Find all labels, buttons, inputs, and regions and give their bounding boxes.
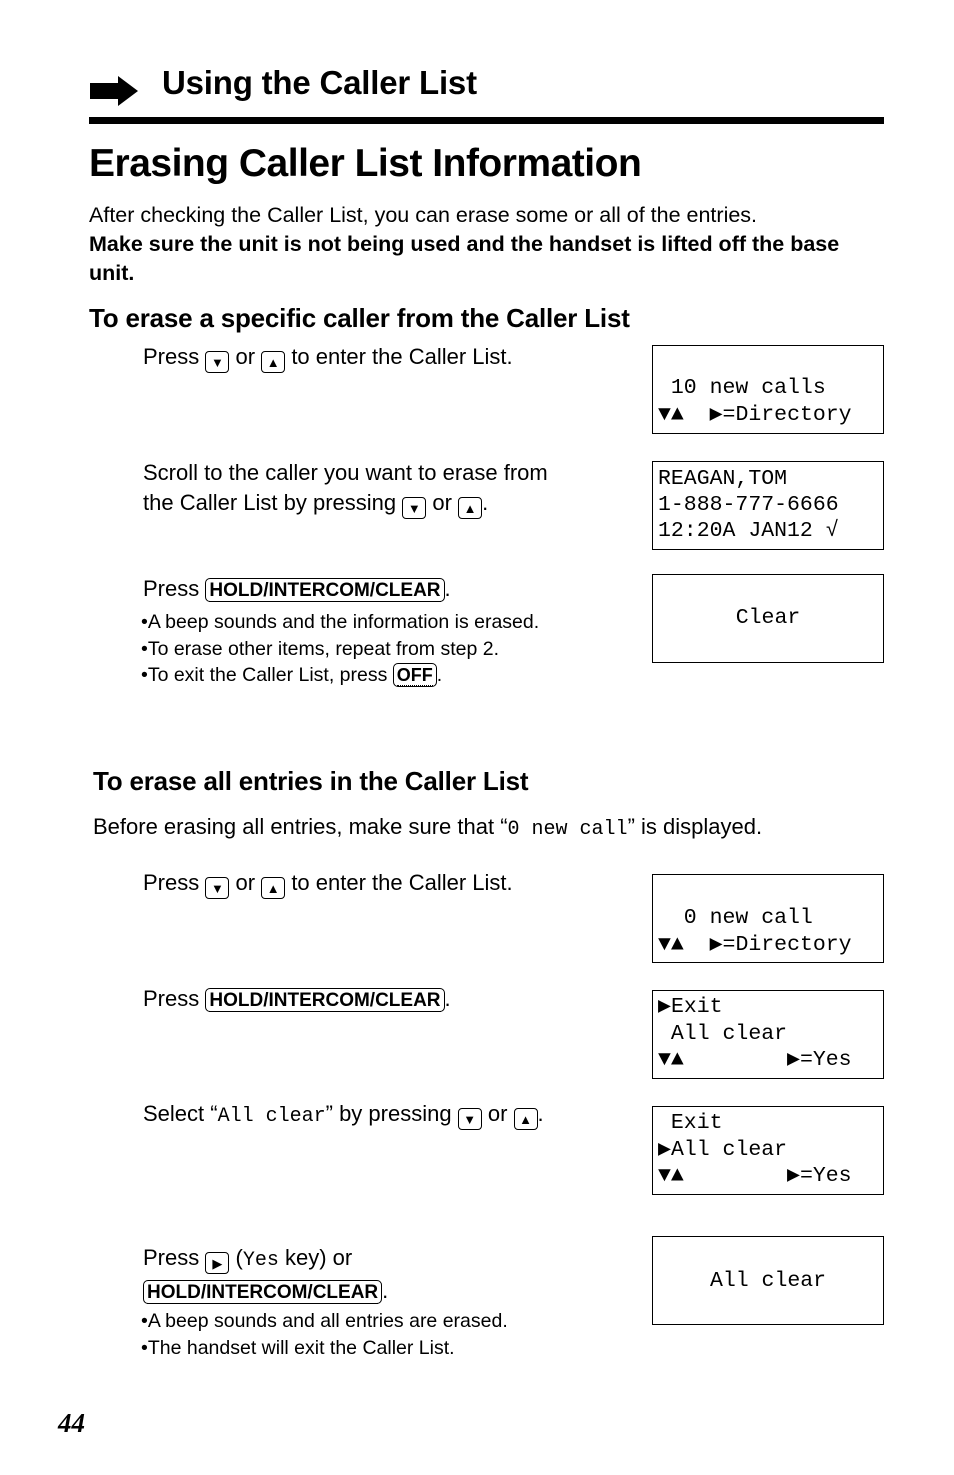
page-number: 44 [58, 1408, 85, 1438]
lcd-display-exit-selected [652, 990, 884, 1079]
lcd-display-all-clear-selected [652, 1106, 884, 1195]
step-text: to enter the Caller List. [291, 344, 513, 369]
key-label: HOLD/INTERCOM/CLEAR [147, 1282, 379, 1303]
down-key-icon: ▼ [458, 1108, 482, 1130]
step-text: ” by pressing [325, 1101, 452, 1126]
lcd-line: ▶All clear [658, 1138, 788, 1162]
lcd-line: All clear [709, 1269, 827, 1293]
lcd-line: ▼▲ ▶=Directory [658, 403, 852, 427]
lcd-line: ▼▲ ▶=Yes [658, 1164, 852, 1188]
step-text: Select “ [143, 1101, 218, 1126]
section2-title: To erase all entries in the Caller List [93, 766, 529, 796]
section2-step3 [143, 1099, 544, 1132]
lcd-line: Clear [735, 606, 801, 630]
note-text: . [436, 664, 443, 686]
lcd-display-clear [652, 574, 884, 663]
step-text: or [432, 490, 452, 515]
down-key-icon: ▼ [205, 351, 229, 373]
section1-note2: •To erase other items, repeat from step 2. [141, 638, 499, 660]
page-title: Erasing Caller List Information [89, 142, 642, 185]
section1-note1: •A beep sounds and the information is erased. [141, 611, 540, 633]
section2-note2: •The handset will exit the Caller List. [141, 1337, 455, 1359]
section1-step1 [143, 342, 513, 373]
step-text: to enter the Caller List. [291, 870, 513, 895]
section1-note3 [141, 662, 442, 689]
key-label: OFF [396, 665, 433, 685]
step-text: or [235, 344, 256, 369]
step-text: . [537, 1101, 544, 1126]
section1-step3 [143, 574, 451, 604]
header-rule [89, 117, 884, 124]
step-text: ( [235, 1245, 243, 1270]
lcd-line: Exit [658, 1111, 723, 1135]
step-text: the Caller List by pressing [143, 490, 397, 515]
lcd-line: 12:20A JAN12 √ [658, 519, 839, 543]
step-text: . [382, 1278, 389, 1303]
step-text: Press [143, 344, 200, 369]
right-key-icon: ▶ [205, 1252, 229, 1274]
step-text: Press [143, 986, 200, 1011]
lcd-line: ▼▲ ▶=Yes [658, 1048, 852, 1072]
step-text: Press [143, 1245, 200, 1270]
up-key-icon: ▲ [261, 877, 285, 899]
section2-step1 [143, 868, 513, 899]
lcd-display-all-clear [652, 1236, 884, 1325]
hold-intercom-clear-key [143, 1280, 382, 1304]
down-key-icon: ▼ [205, 877, 229, 899]
lcd-display-caller-entry [652, 461, 884, 550]
lcd-line: 1-888-777-6666 [658, 493, 839, 517]
lcd-line: ▶Exit [658, 995, 723, 1019]
intro-paragraph [89, 201, 889, 288]
step-text: key) or [278, 1245, 353, 1270]
key-label: HOLD/INTERCOM/CLEAR [209, 580, 441, 601]
mono-text: All clear [217, 1105, 326, 1128]
step-text: or [487, 1101, 508, 1126]
lcd-display-new-calls [652, 345, 884, 434]
intro-text: After checking the Caller List, you can erase some or all of the entries. [89, 203, 758, 227]
lcd-line: 0 new call [658, 906, 813, 930]
note-text: •To exit the Caller List, press [141, 664, 388, 686]
lcd-line: All clear [658, 1022, 788, 1046]
hold-intercom-clear-key [205, 578, 444, 602]
mono-text: Yes [242, 1249, 279, 1272]
section-header-title: Using the Caller List [162, 64, 477, 101]
section2-note1: •A beep sounds and all entries are erased. [141, 1310, 508, 1332]
section1-title: To erase a specific caller from the Caller List [89, 303, 630, 333]
step-text: Scroll to the caller you want to erase from [143, 460, 548, 485]
up-key-icon: ▲ [261, 351, 285, 373]
mono-text: 0 new call [507, 818, 628, 841]
section2-step2 [143, 984, 451, 1014]
lcd-display-zero-new-call [652, 874, 884, 963]
section2-before-note [93, 812, 762, 845]
lcd-line: REAGAN,TOM [658, 467, 788, 491]
up-key-icon: ▲ [458, 497, 482, 519]
step-text: ” is displayed. [627, 814, 763, 839]
step-text: . [444, 576, 451, 601]
section1-step2 [143, 458, 548, 519]
up-key-icon: ▲ [514, 1108, 538, 1130]
step-text: or [235, 870, 256, 895]
section2-step4 [143, 1243, 388, 1306]
off-key [393, 663, 437, 687]
step-text: . [444, 986, 451, 1011]
right-arrow-icon [90, 76, 138, 106]
hold-intercom-clear-key [205, 988, 444, 1012]
lcd-line: ▼▲ ▶=Directory [658, 933, 852, 957]
down-key-icon: ▼ [402, 497, 426, 519]
step-text: Press [143, 870, 200, 895]
step-text: . [482, 490, 489, 515]
key-label: HOLD/INTERCOM/CLEAR [209, 990, 441, 1011]
step-text: Before erasing all entries, make sure that “ [93, 814, 508, 839]
intro-bold-text: Make sure the unit is not being used and the handset is lifted off the base unit. [89, 232, 840, 285]
lcd-line: 10 new calls [658, 376, 826, 400]
step-text: Press [143, 576, 200, 601]
